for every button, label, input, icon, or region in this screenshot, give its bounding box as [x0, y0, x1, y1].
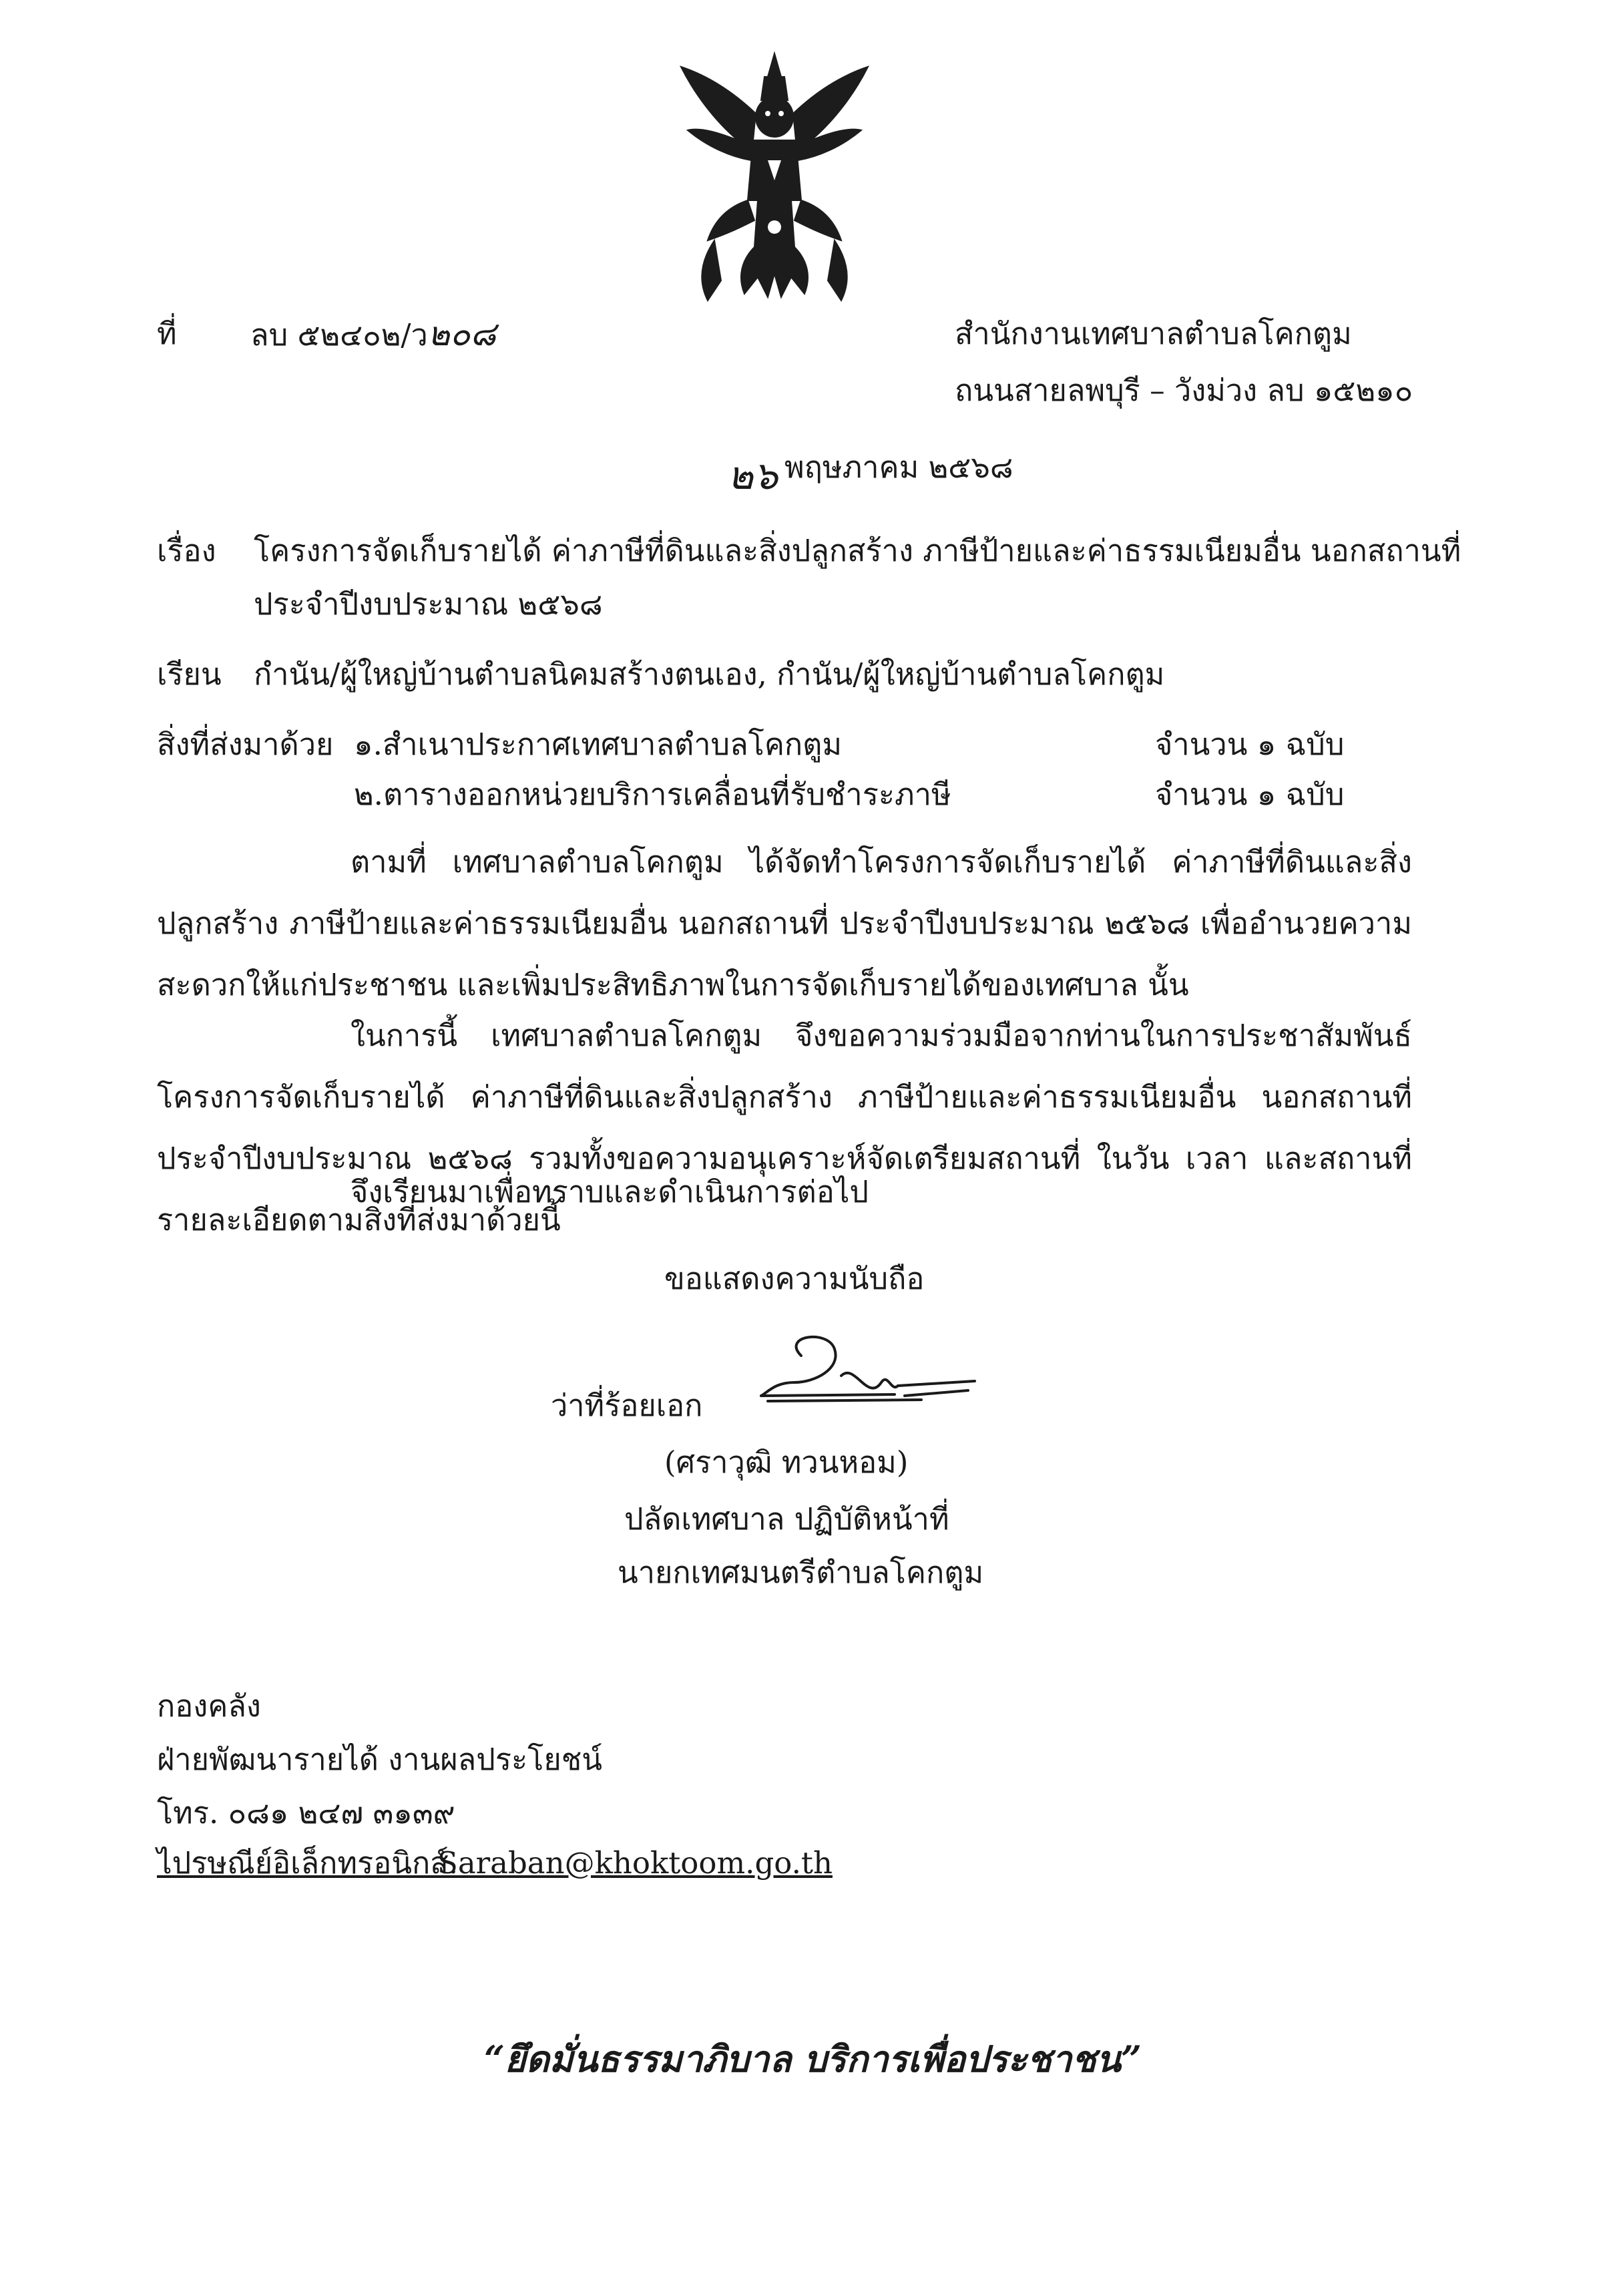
garuda-emblem-icon: [674, 47, 875, 307]
recipient-label: เรียน: [157, 656, 222, 692]
date-day-handwritten: ๒๖: [728, 453, 778, 498]
enclosure-qty-1: จำนวน ๑ ฉบับ: [1155, 727, 1345, 762]
body-paragraph-3: จึงเรียนมาเพื่อทราบและดำเนินการต่อไป: [351, 1174, 869, 1209]
phone-number: โทร. ๐๘๑ ๒๔๗ ๓๑๓๙: [157, 1795, 455, 1831]
reference-label: ที่: [157, 316, 177, 351]
handwritten-signature: [754, 1329, 981, 1416]
enclosure-item-1: ๑.สำเนาประกาศเทศบาลตำบลโคกตูม: [354, 727, 843, 762]
signer-position-2: นายกเทศมนตรีตำบลโคกตูม: [618, 1555, 984, 1590]
office-address: ถนนสายลพบุรี – วังม่วง ลบ ๑๕๒๑๐: [955, 373, 1413, 408]
subject-label: เรื่อง: [157, 533, 216, 568]
office-name: สำนักงานเทศบาลตำบลโคกตูม: [955, 316, 1352, 351]
signer-position-1: ปลัดเทศบาล ปฏิบัติหน้าที่: [624, 1501, 949, 1537]
email-label: ไปรษณีย์อิเล็กทรอนิกส์.: [157, 1845, 459, 1881]
date-month-year: พฤษภาคม ๒๕๖๘: [784, 449, 1013, 485]
reference-number: [250, 314, 496, 355]
closing-text: ขอแสดงความนับถือ: [664, 1261, 925, 1296]
enclosures-label: สิ่งที่ส่งมาด้วย: [157, 727, 334, 762]
subject-line-1: โครงการจัดเก็บรายได้ ค่าภาษีที่ดินและสิ่งปลูกสร้าง ภาษีป้ายและค่าธรรมเนียมอื่น นอกสถานที่: [254, 533, 1461, 568]
body-paragraph-1: ตามที่ เทศบาลตำบลโคกตูม ได้จัดทำโครงการจัดเก็บรายได้ ค่าภาษีที่ดินและสิ่งปลูกสร้าง ภาษีป้ายและค่าธรรมเนียมอื่น นอกสถานที่ ประจำปีงบประมาณ ๒๕๖๘ เพื่ออำนวยความสะดวกให้แก่ประชาชน และเพิ่มประสิทธิภาพในการจัดเก็บรายได้ของเทศบาล นั้น: [157, 844, 1412, 1002]
enclosure-item-2: ๒.ตารางออกหน่วยบริการเคลื่อนที่รับชำระภาษี: [354, 777, 951, 812]
signer-name: (ศราวุฒิ ทวนหอม): [664, 1445, 909, 1480]
email-link[interactable]: Saraban@khoktoom.go.th: [437, 1845, 833, 1881]
signer-rank: ว่าที่ร้อยเอก: [551, 1388, 703, 1423]
division: ฝ่ายพัฒนารายได้ งานผลประโยชน์: [157, 1742, 603, 1777]
enclosure-qty-2: จำนวน ๑ ฉบับ: [1155, 777, 1345, 812]
reference-number-printed: ลบ ๕๒๔๐๒/ว: [250, 317, 428, 353]
body-paragraph-2: ในการนี้ เทศบาลตำบลโคกตูม จึงขอความร่วมมือจากท่านในการประชาสัมพันธ์โครงการจัดเก็บรายได้ ค่าภาษีที่ดินและสิ่งปลูกสร้าง ภาษีป้ายและค่าธรรมเนียมอื่น นอกสถานที่ ประจำปีงบประมาณ ๒๕๖๘ รวมทั้งขอความอนุเคราะห์จัดเตรียมสถานที่ ในวัน เวลา และสถานที่ รายละเอียดตามสิ่งที่ส่งมาด้วยนี้: [157, 1018, 1412, 1237]
reference-number-handwritten: ๒๐๘: [427, 315, 496, 353]
recipient-text: กำนัน/ผู้ใหญ่บ้านตำบลนิคมสร้างตนเอง, กำนัน/ผู้ใหญ่บ้านตำบลโคกตูม: [254, 656, 1165, 692]
subject-line-2: ประจำปีงบประมาณ ๒๕๖๘: [254, 586, 603, 622]
motto: “ยึดมั่นธรรมาภิบาล บริการเพื่อประชาชน”: [484, 2038, 1142, 2080]
department: กองคลัง: [157, 1688, 261, 1724]
